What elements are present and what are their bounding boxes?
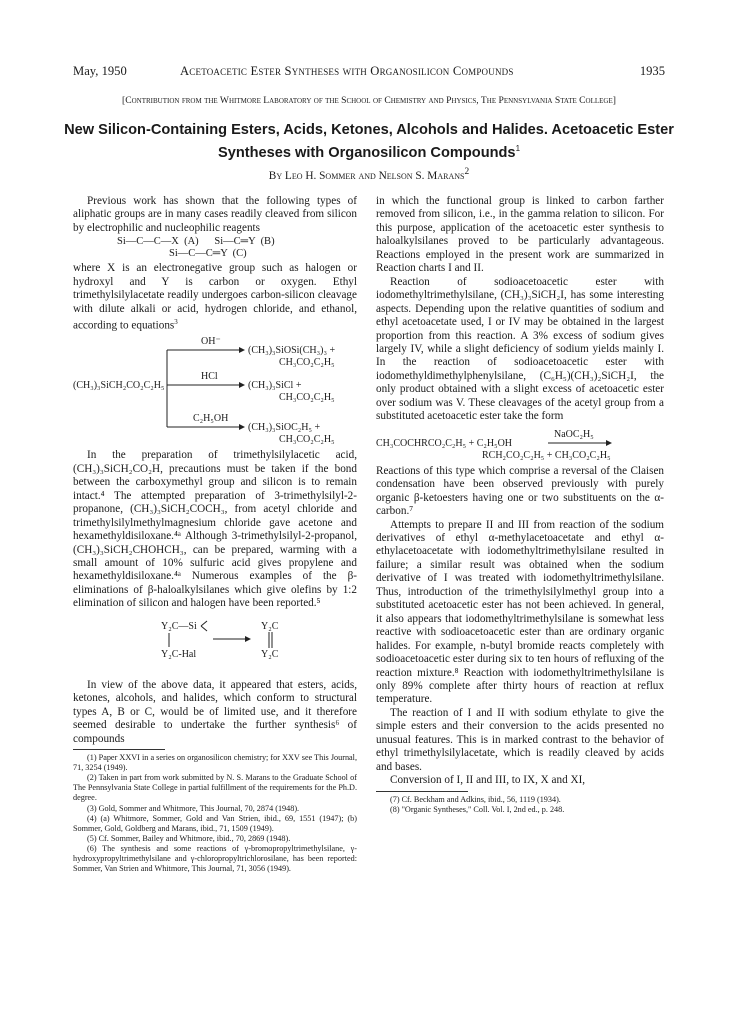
- paragraph: Conversion of I, II and III, to IX, X and XI,: [390, 774, 586, 787]
- scheme-reactant: (CH₃)₃SiCH₂CO₂C₂H₅: [73, 380, 165, 392]
- paragraph: Reactions of this type which comprise a reversal of the Claisen condensation have been observed previously with purely organic β-ketoesters having one or two substituents on the α-carbon.⁷: [376, 464, 664, 518]
- article-title: [60, 122, 678, 162]
- equation-reagent: NaOC₂H₅: [554, 428, 594, 440]
- footnote: (6) The synthesis and some reactions of γ-bromopropyltrimethylsilane, γ-hydroxypropyltrimethylsilane and γ-chloropropyltrichlorosilane, has been reported: Sommer, Van Strien and Whitmore, This Journal, 71, 3056 (1949).: [73, 843, 357, 874]
- scheme-reagent-hcl: HCl: [201, 371, 218, 383]
- footnotes: [376, 795, 664, 815]
- paragraph-text: where X is an electronegative group such as halogen or hydroxyl and Y is carbon or oxygen. Ethyl trimethylsilylacetate readily undergoes carbon-silicon cleavage with dilute alkali or acid, hydrogen chloride, and ethanol, according to equations: [73, 262, 357, 332]
- footnote: (5) Cf. Sommer, Bailey and Whitmore, ibid., 70, 2869 (1948).: [87, 833, 291, 843]
- footnote: (8) "Organic Syntheses," Coll. Vol. I, 2nd ed., p. 248.: [390, 804, 565, 814]
- byline: [73, 167, 665, 182]
- left-column: [73, 195, 357, 874]
- footnote-rule: [376, 791, 468, 792]
- header-running-title: Acetoacetic Ester Syntheses with Organosilicon Compounds: [180, 64, 514, 78]
- paragraph: Previous work has shown that the following types of aliphatic groups are in many cases readily cleaved from silicon by electrophilic and nucleophilic reagents: [73, 195, 357, 234]
- header-page-number: 1935: [639, 64, 665, 78]
- paragraph: In the preparation of trimethylsilylacetic acid, (CH₃)₃SiCH₂CO₂H, precautions must be taken if the bond between the carboxymethyl group and silicon is to remain intact.⁴ The attempted preparation of 3-trimethylsilyl-2-propanone, (CH₃)₃SiCH₂COCH₃, from acetyl chloride and trimethylsilylmethylmagnesium chloride gave acetone and hexamethyldisiloxane.⁴ᵃ Although 3-trimethylsilyl-2-propanol, (CH₃)₃SiCH₂CHOHCH₃, can be prepared, warming with a small amount of 10% sulfuric acid gives propylene and hexamethyldisiloxane.⁴ᵃ Numerous examples of the β-eliminations of β-haloalkylsilanes which give olefins by 1:2 elimination of silicon and halogen have been reported.⁵: [73, 449, 357, 610]
- paragraph: Reaction of sodioacetoacetic ester with iodomethyltrimethylsilane, (CH₃)₃SiCH₂I, has some interesting aspects. Depending upon the relative quantities of sodium and ethyl acetoacetate used, I or IV may be obtained in the largest proportion from this reaction. A 3% excess of sodium gives largely IV, while a slight deficiency of sodium yields mainly I. In the reaction of sodioacetoacetic ester with iodomethyldimethylphenylsilane, (C₆H₅)(CH₃)₂SiCH₂I, the only product obtained with a slight excess of acetoacetic ester over sodium was V. These cleavages of the acetyl group from a substituted acetoacetic ester take the form: [376, 275, 664, 423]
- scheme-product: (CH₃)₃SiCl +: [248, 380, 302, 392]
- paragraph: In view of the above data, it appeared that esters, acids, ketones, alcohols, and halides, which conform to structural types A, B or C, would be of limited use, and it therefore seemed desirable to undertake the further synthesis⁶ of compounds: [73, 678, 357, 745]
- elimination-reactant-bottom: Y₂C-Hal: [161, 648, 197, 660]
- byline-text: By Leo H. Sommer and Nelson S. Marans: [268, 169, 465, 182]
- equation-reactants: CH₃COCHRCO₂C₂H₅ + C₂H₅OH: [376, 437, 513, 449]
- title-footnote-marker: 1: [515, 143, 521, 153]
- scheme-product: (CH₃)₃SiOC₂H₅ +: [248, 422, 321, 434]
- scheme-reagent-hydroxide: OH⁻: [201, 336, 221, 348]
- paragraph: Attempts to prepare II and III from reaction of the sodium derivatives of ethyl α-methylacetoacetate and ethyl α-ethylacetoacetate with iodomethyltrimethylsilane resulted in failure; a similar result was obtained when the sodium derivative of I was treated with iodomethyltrimethylsilane. Thus, introduction of the trimethylsilylmethyl group into a substituted acetoacetic ester has not been achieved. In general, it also appears that iodomethyltrimethylsilane is somewhat less reactive with sodioacetoacetic ester than are ordinary organic halides. For example, n-butyl bromide reacts completely with sodioacetoacetic ester during six to ten hours of refluxing of the reaction mixture.⁸ Reaction with iodomethyltrimethylsilane is only 89% complete after thirty hours of reaction at reflux temperature.: [376, 518, 664, 706]
- elimination-reactant-top: Y₂C—Si: [161, 620, 197, 632]
- elimination-product-bottom: Y₂C: [261, 648, 279, 660]
- paragraph: [73, 262, 357, 333]
- footnote-rule: [73, 749, 165, 750]
- equation-line: Si—C—C═Y (C): [169, 248, 247, 260]
- footnote: (3) Gold, Sommer and Whitmore, This Journal, 70, 2874 (1948).: [87, 803, 300, 813]
- paragraph: The reaction of I and II with sodium ethylate to give the simple esters and their conversion to the acids presented no unusual features. This is in marked contrast to the behavior of ethyl trimethylsilylacetate, which is readily cleaved by acids and bases.: [376, 706, 664, 773]
- structural-types-equation: [73, 236, 357, 260]
- paragraph: in which the functional group is linked to carbon farther removed from silicon, i.e., in the gamma relation to silicon. For this purpose, application of the acetoacetic ester synthesis to haloalkylsilanes proved to be particularly advantageous. Reactions employed in the present work are summarized in Reaction charts I and II.: [376, 195, 664, 275]
- scheme-product: CH₃CO₂C₂H₅: [279, 434, 335, 446]
- byline-footnote-marker: 2: [464, 167, 470, 177]
- equation-line: Si—C—C—X (A) Si—C═Y (B): [117, 236, 275, 248]
- equation-products: RCH₂CO₂C₂H₅ + CH₃CO₂C₂H₅: [482, 449, 611, 461]
- elimination-product-top: Y₂C: [261, 620, 279, 632]
- contribution-line: [Contribution from the Whitmore Laboratory of the School of Chemistry and Physics, The Pennsylvania State College]: [122, 95, 616, 106]
- scheme-reagent-ethanol: C₂H₅OH: [193, 413, 229, 425]
- cleavage-reaction-scheme: [73, 335, 357, 447]
- elimination-bonds: [73, 617, 357, 673]
- header-date: May, 1950: [73, 64, 127, 78]
- article-title-text: New Silicon-Containing Esters, Acids, Ketones, Alcohols and Halides. Acetoacetic Ester Syntheses with Organosilicon Compounds: [64, 122, 674, 161]
- footnote: (4) (a) Whitmore, Sommer, Gold and Van Strien, ibid., 69, 1551 (1947); (b) Sommer, Gold, Goldberg and Marans, ibid., 71, 1509 (1949).: [73, 813, 357, 833]
- footnotes: [73, 753, 357, 874]
- scheme-product: (CH₃)₃SiOSi(CH₃)₃ +: [248, 345, 336, 357]
- scheme-product: CH₃CO₂C₂H₅: [279, 392, 335, 404]
- footnote: (7) Cf. Beckham and Adkins, ibid., 56, 1119 (1934).: [390, 794, 561, 804]
- claisen-reversal-equation: [376, 428, 664, 462]
- footnote: (1) Paper XXVI in a series on organosilicon chemistry; for XXV see This Journal, 71, 3254 (1949).: [73, 753, 357, 773]
- beta-elimination-scheme: [73, 617, 357, 673]
- footnote: (2) Taken in part from work submitted by N. S. Marans to the Graduate School of The Pennsylvania State College in partial fulfillment of the requirements for the Ph.D. degree.: [73, 773, 357, 803]
- footnote-marker: 3: [174, 318, 178, 327]
- scheme-product: CH₃CO₂C₂H₅: [279, 357, 335, 369]
- right-column: [376, 195, 664, 815]
